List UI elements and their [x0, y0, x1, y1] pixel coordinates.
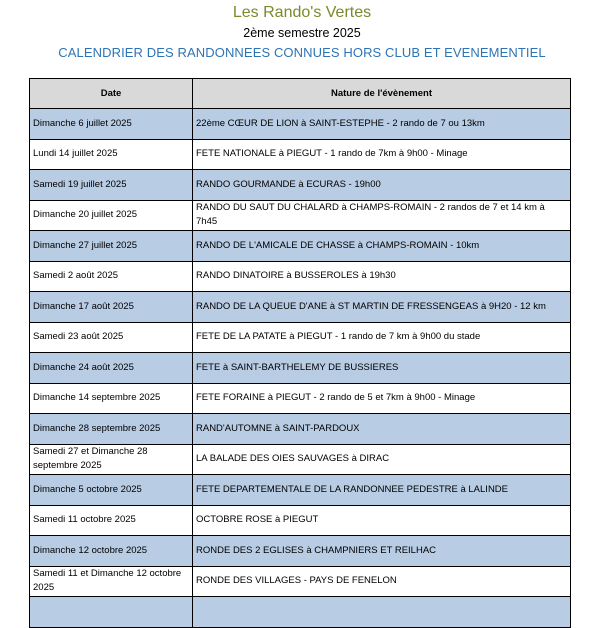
- event-description-cell: LA BALADE DES OIES SAUVAGES à DIRAC: [193, 444, 571, 475]
- event-description-cell: RANDO DU SAUT DU CHALARD à CHAMPS-ROMAIN - 2 randos de 7 et 14 km à 7h45: [193, 200, 571, 231]
- table-header-row: [30, 79, 571, 109]
- table-row: [30, 444, 571, 475]
- event-description-cell: FETE FORAINE à PIEGUT - 2 rando de 5 et 7km à 9h00 - Minage: [193, 383, 571, 414]
- table-row: [30, 322, 571, 353]
- event-date-cell: Dimanche 27 juillet 2025: [30, 231, 193, 262]
- event-date-cell: Dimanche 6 juillet 2025: [30, 109, 193, 140]
- calendar-heading: CALENDRIER DES RANDONNEES CONNUES HORS CLUB ET EVENEMENTIEL: [58, 45, 546, 60]
- event-date-cell: [30, 597, 193, 628]
- event-description-cell: FETE NATIONALE à PIEGUT - 1 rando de 7km à 9h00 - Minage: [193, 139, 571, 170]
- event-description-cell: RONDE DES 2 EGLISES à CHAMPNIERS ET REILHAC: [193, 536, 571, 567]
- event-description-cell: FETE DEPARTEMENTALE DE LA RANDONNEE PEDESTRE à LALINDE: [193, 475, 571, 506]
- event-date-cell: Dimanche 28 septembre 2025: [30, 414, 193, 445]
- table-row: [30, 505, 571, 536]
- table-row: [30, 200, 571, 231]
- table-row: [30, 383, 571, 414]
- event-description-cell: [193, 597, 571, 628]
- event-date-cell: Dimanche 20 juillet 2025: [30, 200, 193, 231]
- table-row: [30, 536, 571, 567]
- column-header-event: Nature de l'évènement: [193, 79, 571, 109]
- event-date-cell: Samedi 19 juillet 2025: [30, 170, 193, 201]
- table-row: [30, 170, 571, 201]
- event-date-cell: Dimanche 24 août 2025: [30, 353, 193, 384]
- table-row: [30, 475, 571, 506]
- document-title: Les Rando's Vertes: [232, 4, 372, 21]
- event-date-cell: Dimanche 14 septembre 2025: [30, 383, 193, 414]
- event-date-cell: Samedi 11 et Dimanche 12 octobre 2025: [30, 566, 193, 597]
- table-row: [30, 139, 571, 170]
- event-description-cell: FETE à SAINT-BARTHELEMY DE BUSSIERES: [193, 353, 571, 384]
- table-row: [30, 353, 571, 384]
- table-row: [30, 414, 571, 445]
- event-date-cell: Samedi 11 octobre 2025: [30, 505, 193, 536]
- event-date-cell: Samedi 2 août 2025: [30, 261, 193, 292]
- event-date-cell: Samedi 23 août 2025: [30, 322, 193, 353]
- event-description-cell: 22ème CŒUR DE LION à SAINT-ESTEPHE - 2 rando de 7 ou 13km: [193, 109, 571, 140]
- event-description-cell: FETE DE LA PATATE à PIEGUT - 1 rando de 7 km à 9h00 du stade: [193, 322, 571, 353]
- document-subtitle: 2ème semestre 2025: [243, 26, 361, 40]
- event-description-cell: RANDO GOURMANDE à ECURAS - 19h00: [193, 170, 571, 201]
- event-description-cell: RANDO DE LA QUEUE D'ANE à ST MARTIN DE FRESSENGEAS à 9H20 - 12 km: [193, 292, 571, 323]
- event-description-cell: RONDE DES VILLAGES - PAYS DE FENELON: [193, 566, 571, 597]
- events-table: [29, 78, 571, 628]
- table-row: [30, 292, 571, 323]
- event-date-cell: Lundi 14 juillet 2025: [30, 139, 193, 170]
- table-row: [30, 109, 571, 140]
- table-row: [30, 597, 571, 628]
- column-header-date: Date: [30, 79, 193, 109]
- event-description-cell: RANDO DE L'AMICALE DE CHASSE à CHAMPS-ROMAIN - 10km: [193, 231, 571, 262]
- event-date-cell: Dimanche 17 août 2025: [30, 292, 193, 323]
- event-description-cell: RAND'AUTOMNE à SAINT-PARDOUX: [193, 414, 571, 445]
- event-description-cell: OCTOBRE ROSE à PIEGUT: [193, 505, 571, 536]
- event-date-cell: Samedi 27 et Dimanche 28 septembre 2025: [30, 444, 193, 475]
- event-date-cell: Dimanche 12 octobre 2025: [30, 536, 193, 567]
- event-date-cell: Dimanche 5 octobre 2025: [30, 475, 193, 506]
- table-row: [30, 231, 571, 262]
- table-row: [30, 566, 571, 597]
- event-description-cell: RANDO DINATOIRE à BUSSEROLES à 19h30: [193, 261, 571, 292]
- table-row: [30, 261, 571, 292]
